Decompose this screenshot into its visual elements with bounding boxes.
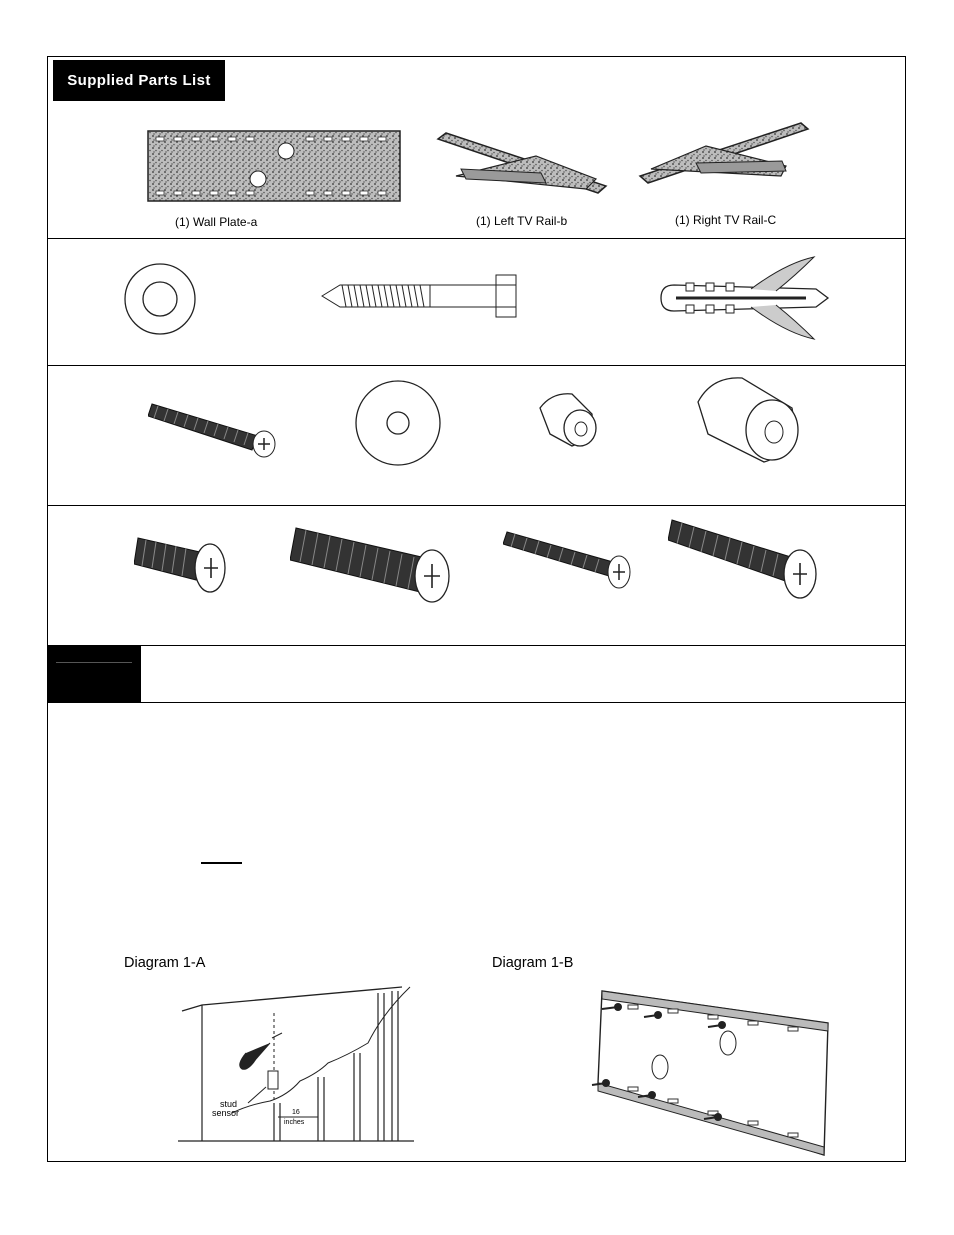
lag-bolt-icon (320, 271, 520, 321)
stud-sensor-label: stud (220, 1099, 238, 1109)
svg-text:sensor: sensor (212, 1108, 240, 1118)
right-tv-rail-icon (636, 121, 811, 191)
main-parts-row (48, 57, 905, 239)
thick-screw-icon (290, 522, 452, 606)
parts-list-header: Supplied Parts List (53, 60, 225, 101)
hardware-row-2 (48, 366, 905, 506)
left-tv-rail-label: (1) Left TV Rail-b (476, 214, 568, 228)
distance-label: 16 (292, 1109, 300, 1116)
thin-screw-icon (503, 526, 633, 592)
distance-unit: inches (284, 1119, 305, 1126)
parts-list-frame (47, 56, 906, 1162)
left-tv-rail-icon (436, 131, 611, 201)
washer-icon (122, 261, 198, 337)
underline-mark (201, 862, 242, 864)
large-spacer-icon (692, 372, 804, 468)
short-screw-icon (134, 530, 230, 596)
step-label-block (48, 646, 141, 702)
right-tv-rail-label: (1) Right TV Rail-C (675, 213, 777, 227)
diagram-1a-title: Diagram 1-A (124, 955, 206, 971)
diagram-1b-wall-plate-mounting (588, 987, 834, 1159)
wall-anchor-icon (656, 253, 836, 343)
small-spacer-icon (532, 388, 604, 450)
machine-screw-icon (148, 396, 278, 460)
flat-washer-icon (353, 378, 443, 468)
hardware-row-3 (48, 506, 905, 646)
wall-plate-icon (146, 129, 404, 204)
step-header-row (48, 646, 905, 703)
instructions-section (48, 703, 905, 1161)
wall-plate-label: (1) Wall Plate-a (175, 215, 258, 229)
long-screw-icon (668, 514, 820, 604)
diagram-1a-stud-sensor (178, 983, 414, 1147)
hardware-row-1 (48, 239, 905, 366)
diagram-1b-title: Diagram 1-B (492, 955, 574, 971)
